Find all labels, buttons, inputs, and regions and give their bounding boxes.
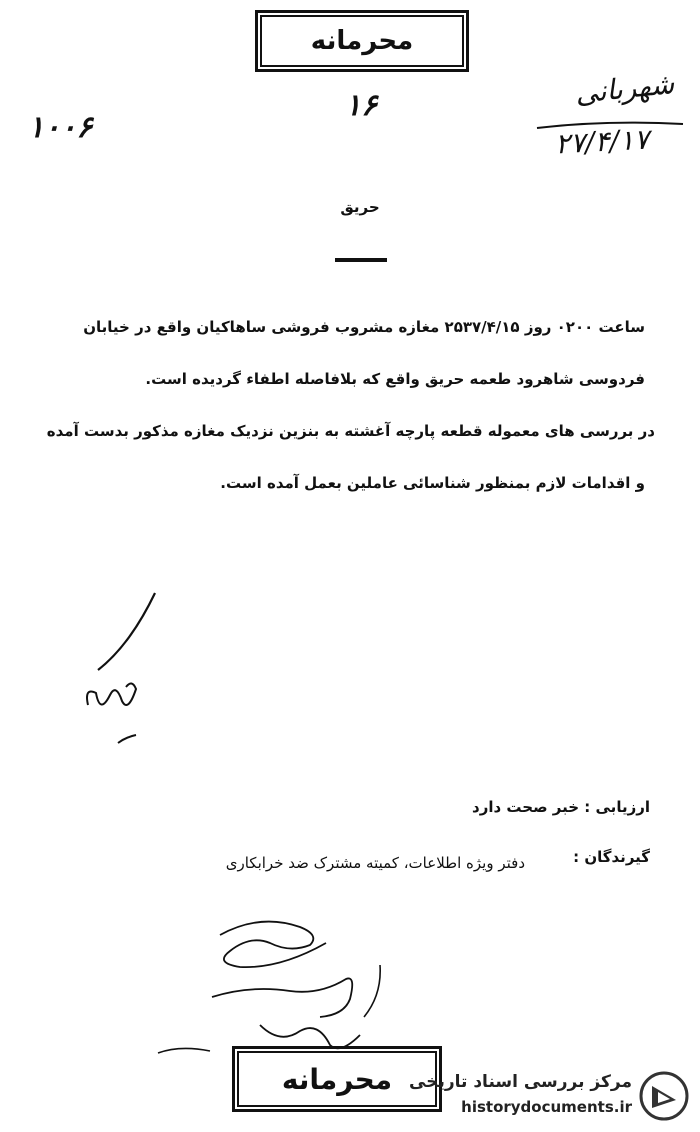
handwritten-note: شهربانی: [573, 66, 676, 111]
archive-watermark: [409, 1066, 692, 1126]
subject-heading: حریق: [340, 198, 380, 216]
archive-logo-icon: [638, 1070, 690, 1122]
document-number: ۱۰۰۶: [28, 110, 93, 145]
body-line-4: و اقدامات لازم بمنظور شناسائی عاملین بعمل آمده است.: [220, 474, 645, 492]
body-line-2: فردوسی شاهرود طعمه حریق واقع که بلافاصله اطفاء گردیده است.: [145, 370, 645, 388]
classification-stamp-top: [255, 10, 469, 72]
subject-underline: [335, 258, 387, 262]
recipients-value: دفتر ویژه اطلاعات، کمیته مشترک ضد خرابکاری: [225, 854, 525, 872]
handwritten-date: ۲۷/۴/۱۷: [554, 122, 650, 161]
handwritten-signatures: [150, 905, 390, 1065]
watermark-title: مرکز بررسی اسناد تاریخی: [409, 1072, 632, 1092]
body-line-1: ساعت ۰۲۰۰ روز ۲۵۳۷/۴/۱۵ مغازه مشروب فروشی ساهاکیان واقع در خیابان: [83, 318, 645, 336]
evaluation-text: ارزیابی : خبر صحت دارد: [472, 798, 650, 816]
recipients-label: گیرندگان :: [573, 848, 650, 866]
classification-label-bottom: محرمانه: [237, 1051, 437, 1107]
watermark-url: historydocuments.ir: [461, 1098, 632, 1116]
classification-label: محرمانه: [260, 15, 464, 67]
handwritten-mark: [70, 575, 190, 765]
page-number: ۱۶: [345, 88, 378, 123]
body-line-3: در بررسی های معموله قطعه پارچه آغشته به بنزین نزدیک مغازه مذکور بدست آمده: [46, 422, 655, 440]
